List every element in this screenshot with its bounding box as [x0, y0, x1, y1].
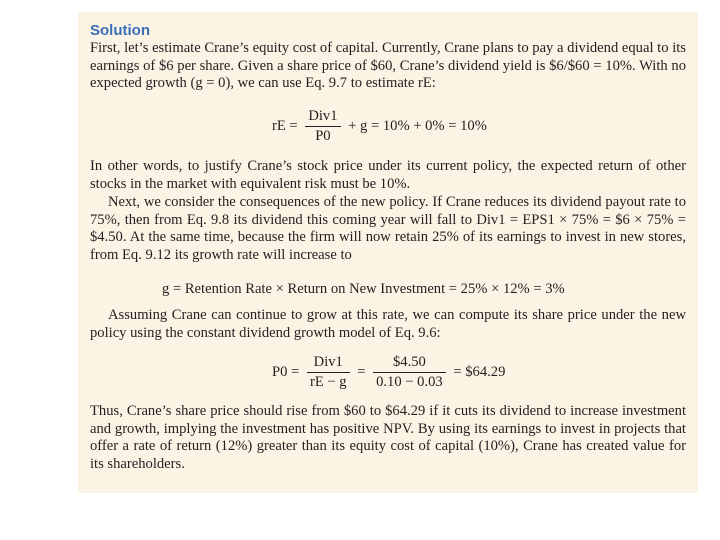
equation-share-price [272, 354, 505, 391]
eq3-equals: = [357, 363, 366, 380]
eq3-fraction-1 [307, 354, 350, 391]
equation-growth-rate: g = Retention Rate × Return on New Investment = 25% × 12% = 3% [162, 281, 565, 297]
eq3-lhs: P0 = [272, 363, 300, 380]
eq3-denominator-2: 0.10 − 0.03 [376, 374, 443, 390]
solution-heading: Solution [90, 22, 150, 39]
eq3-numerator-2: $4.50 [373, 354, 446, 373]
eq1-denominator: P0 [315, 128, 331, 144]
eq1-fraction [305, 108, 340, 145]
eq1-lhs: rE = [272, 117, 298, 134]
eq3-denominator-1: rE − g [309, 374, 347, 390]
eq3-rhs: = $64.29 [453, 363, 506, 380]
paragraph-conclusion: Thus, Crane’s share price should rise from $60 to $64.29 if it cuts its dividend to increase investment and growth, implying the investment has positive NPV. By using its earnings to invest in projects that offer a rate of return (12%) greater than its equity cost of capital (10%), Crane has created value for its shareholders. [90, 403, 686, 472]
paragraph-current-policy: In other words, to justify Crane’s stock price under its current policy, the expected return of other stocks in the market with equivalent risk must be 10%. [90, 158, 686, 192]
paragraph-new-policy: Next, we consider the consequences of the new policy. If Crane reduces its dividend payout rate to 75%, then from Eq. 9.8 its dividend this coming year will fall to Div1 = EPS1 × 75% = $6 × 75% = $4.50. At the same time, because the firm will now retain 25% of its earnings to invest in new stores, from Eq. 9.12 its growth rate will increase to [90, 194, 686, 263]
paragraph-share-price: Assuming Crane can continue to grow at this rate, we can compute its share price under the new policy using the constant dividend growth model of Eq. 9.6: [90, 307, 686, 341]
equation-cost-of-capital [272, 108, 487, 145]
eq3-fraction-2 [373, 354, 446, 391]
eq1-numerator: Div1 [305, 108, 340, 127]
eq3-numerator-1: Div1 [307, 354, 350, 373]
paragraph-equity-cost: First, let’s estimate Crane’s equity cost of capital. Currently, Crane plans to pay a dividend equal to its earnings of $6 per share. Given a share price of $60, Crane’s dividend yield is $6/$60 = 10%. With no expected growth (g = 0), we can use Eq. 9.7 to estimate rE: [90, 40, 686, 91]
eq1-rhs: + g = 10% + 0% = 10% [348, 117, 487, 134]
